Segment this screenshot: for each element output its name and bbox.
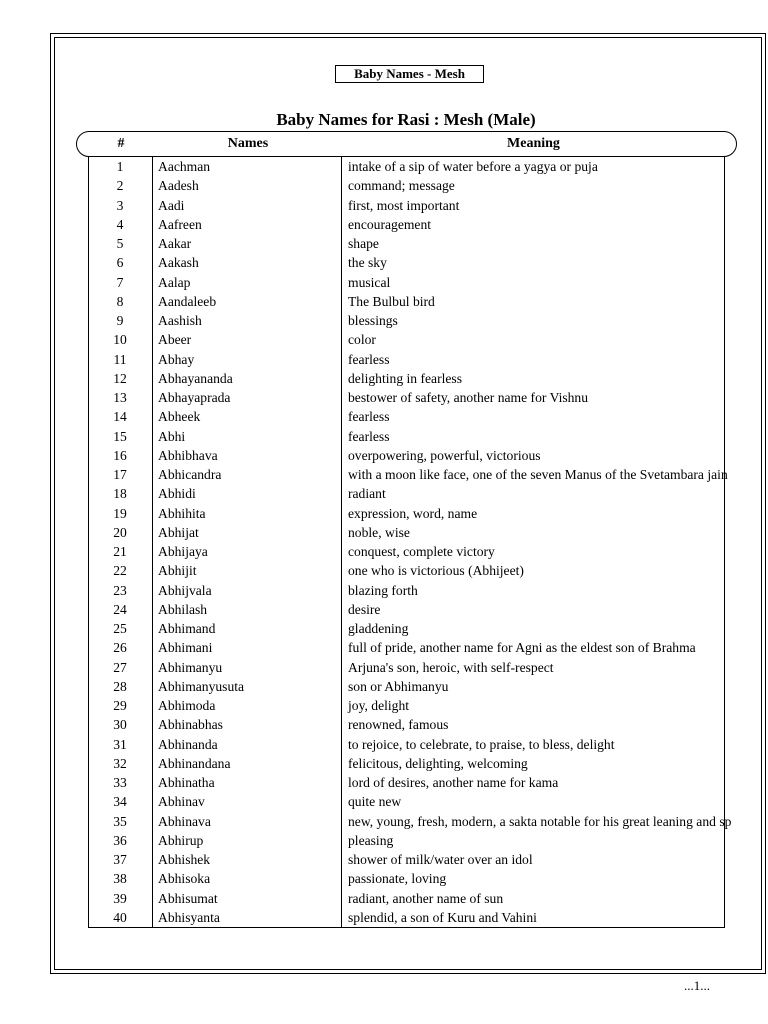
header-box: Baby Names - Mesh [335, 65, 484, 83]
row-number: 40 [113, 909, 127, 925]
row-meaning: joy, delight [348, 698, 410, 713]
row-name: Abeer [158, 332, 192, 348]
row-meaning: full of pride, another name for Agni as the eldest son of Brahma [348, 640, 696, 656]
row-number: 33 [113, 775, 127, 790]
row-name: Abhihita [158, 505, 206, 521]
row-meaning: radiant, another name of sun [348, 890, 504, 906]
column-header-names: Names [227, 136, 269, 151]
table-row [88, 658, 768, 677]
row-number: 26 [113, 640, 127, 656]
table-row [88, 869, 768, 888]
row-meaning: command; message [348, 178, 455, 194]
row-number: 27 [113, 659, 127, 675]
row-name: Abhay [158, 351, 195, 367]
row-number: 37 [113, 852, 127, 867]
row-number: 8 [116, 293, 124, 309]
column-header-number: # [117, 136, 125, 151]
table-row [88, 619, 768, 638]
row-name: Aachman [158, 159, 211, 174]
row-meaning: The Bulbul bird [348, 293, 435, 309]
row-meaning: expression, word, name [348, 505, 478, 521]
row-name: Aashish [158, 313, 202, 328]
row-name: Abhinabhas [158, 717, 223, 733]
row-name: Abhibhava [158, 447, 218, 463]
row-number: 9 [116, 313, 124, 328]
row-meaning: with a moon like face, one of the seven Manus of the Svetambara jain [348, 467, 728, 482]
row-meaning: gladdening [348, 621, 409, 636]
row-name: Abhimoda [158, 698, 216, 713]
row-name: Abhirup [158, 832, 204, 848]
table-row [88, 484, 768, 503]
table-row [88, 369, 768, 388]
row-number: 38 [113, 871, 127, 887]
row-number: 34 [113, 794, 127, 810]
row-number: 24 [113, 601, 127, 617]
row-name: Abhishek [158, 852, 211, 867]
table-row [88, 735, 768, 754]
row-number: 4 [116, 216, 124, 232]
table-row [88, 196, 768, 215]
table-row [88, 388, 768, 407]
row-name: Aandaleeb [158, 293, 217, 309]
row-name: Abhinandana [158, 755, 231, 771]
row-meaning: passionate, loving [348, 871, 447, 887]
row-number: 10 [113, 332, 127, 348]
row-name: Abhimand [158, 621, 216, 636]
row-meaning: delighting in fearless [348, 370, 463, 386]
table-row [88, 600, 768, 619]
table-row [88, 561, 768, 580]
row-meaning: pleasing [348, 832, 394, 848]
row-name: Abhimani [158, 640, 213, 656]
table-row [88, 812, 768, 831]
row-name: Abhijit [158, 563, 197, 579]
table-bottom-border [88, 927, 725, 928]
row-meaning: overpowering, powerful, victorious [348, 447, 541, 463]
row-number: 15 [113, 428, 127, 444]
row-name: Abhisoka [158, 871, 211, 887]
table-row [88, 792, 768, 811]
table-row [88, 638, 768, 657]
row-name: Aadi [158, 197, 185, 213]
table-row [88, 427, 768, 446]
table-row [88, 677, 768, 696]
row-number: 13 [113, 390, 127, 405]
row-name: Abhi [158, 428, 186, 444]
row-number: 1 [116, 159, 124, 174]
table-row [88, 715, 768, 734]
row-meaning: bestower of safety, another name for Vishnu [348, 390, 589, 405]
table-row [88, 542, 768, 561]
table-row [88, 889, 768, 908]
row-name: Abhimanyusuta [158, 678, 245, 694]
page-title: Baby Names for Rasi : Mesh (Male) [276, 110, 536, 129]
row-number: 39 [113, 890, 127, 906]
row-meaning: felicitous, delighting, welcoming [348, 755, 528, 771]
row-name: Aadesh [158, 178, 199, 194]
row-number: 12 [113, 370, 127, 386]
row-meaning: to rejoice, to celebrate, to praise, to bless, delight [348, 736, 615, 752]
row-name: Abhidi [158, 486, 196, 502]
table-row [88, 696, 768, 715]
row-name: Abhijat [158, 524, 199, 540]
row-number: 6 [116, 255, 124, 271]
table-header [76, 131, 737, 157]
row-number: 18 [113, 486, 127, 502]
table-row [88, 581, 768, 600]
row-name: Aalap [158, 274, 191, 290]
row-name: Abhijaya [158, 544, 208, 559]
row-number: 30 [113, 717, 127, 733]
table-row [88, 754, 768, 773]
table-row [88, 850, 768, 869]
row-name: Abhilash [158, 601, 208, 617]
row-number: 14 [113, 409, 127, 425]
row-number: 16 [113, 447, 127, 463]
row-meaning: new, young, fresh, modern, a sakta notable for his great leaning and sp [348, 813, 732, 829]
row-number: 28 [113, 678, 127, 694]
row-meaning: radiant [348, 486, 386, 502]
table-row [88, 831, 768, 850]
row-meaning: shape [348, 236, 379, 251]
row-name: Abheek [158, 409, 201, 425]
row-number: 19 [113, 505, 127, 521]
row-number: 31 [113, 736, 127, 752]
page-number: ...1... [684, 978, 710, 993]
row-name: Aakar [158, 236, 192, 251]
row-name: Abhimanyu [158, 659, 223, 675]
row-name: Abhisumat [158, 890, 218, 906]
row-name: Abhijvala [158, 582, 212, 598]
column-header-meaning: Meaning [507, 136, 560, 151]
row-meaning: splendid, a son of Kuru and Vahini [348, 909, 537, 925]
row-meaning: lord of desires, another name for kama [348, 775, 559, 790]
row-name: Abhayaprada [158, 390, 231, 405]
row-number: 21 [113, 544, 127, 559]
row-number: 5 [116, 236, 124, 251]
table-row [88, 273, 768, 292]
row-name: Abhicandra [158, 467, 222, 482]
table-row [88, 215, 768, 234]
row-meaning: fearless [348, 351, 390, 367]
row-name: Aakash [158, 255, 199, 271]
row-meaning: blazing forth [348, 582, 418, 598]
row-meaning: color [348, 332, 376, 348]
row-meaning: the sky [348, 255, 387, 271]
row-number: 3 [116, 197, 124, 213]
row-meaning: fearless [348, 428, 390, 444]
row-name: Abhisyanta [158, 909, 220, 925]
row-number: 11 [113, 351, 127, 367]
row-meaning: son or Abhimanyu [348, 678, 449, 694]
row-number: 17 [113, 467, 127, 482]
row-name: Abhinava [158, 813, 211, 829]
table-row [88, 465, 768, 484]
table-row [88, 350, 768, 369]
row-name: Abhayananda [158, 370, 233, 386]
row-number: 22 [113, 563, 127, 579]
row-number: 29 [113, 698, 127, 713]
table-row [88, 311, 768, 330]
row-meaning: Arjuna's son, heroic, with self-respect [348, 659, 554, 675]
row-number: 23 [113, 582, 127, 598]
row-number: 25 [113, 621, 127, 636]
table-row [88, 157, 768, 176]
table-row [88, 523, 768, 542]
row-name: Abhinav [158, 794, 205, 810]
table-row [88, 908, 768, 927]
names-table [88, 157, 732, 927]
row-name: Aafreen [158, 216, 202, 232]
row-name: Abhinatha [158, 775, 215, 790]
row-meaning: renowned, famous [348, 717, 449, 733]
row-meaning: conquest, complete victory [348, 544, 495, 559]
row-meaning: encouragement [348, 216, 432, 232]
row-meaning: one who is victorious (Abhijeet) [348, 563, 524, 579]
table-row [88, 446, 768, 465]
row-meaning: blessings [348, 313, 398, 328]
table-row [88, 253, 768, 272]
row-meaning: first, most important [348, 197, 460, 213]
row-meaning: shower of milk/water over an idol [348, 852, 533, 867]
table-row [88, 330, 768, 349]
table-row [88, 234, 768, 253]
row-number: 7 [116, 274, 124, 290]
table-row [88, 292, 768, 311]
table-row [88, 504, 768, 523]
row-meaning: desire [348, 601, 381, 617]
row-meaning: quite new [348, 794, 402, 810]
table-row [88, 407, 768, 426]
row-number: 32 [113, 755, 127, 771]
row-meaning: musical [348, 274, 391, 290]
row-meaning: intake of a sip of water before a yagya or puja [348, 159, 598, 174]
row-name: Abhinanda [158, 736, 218, 752]
row-number: 36 [113, 832, 127, 848]
table-row [88, 773, 768, 792]
row-number: 2 [116, 178, 124, 194]
row-meaning: noble, wise [348, 524, 410, 540]
row-number: 20 [113, 524, 127, 540]
row-number: 35 [113, 813, 127, 829]
table-row [88, 176, 768, 195]
row-meaning: fearless [348, 409, 390, 425]
